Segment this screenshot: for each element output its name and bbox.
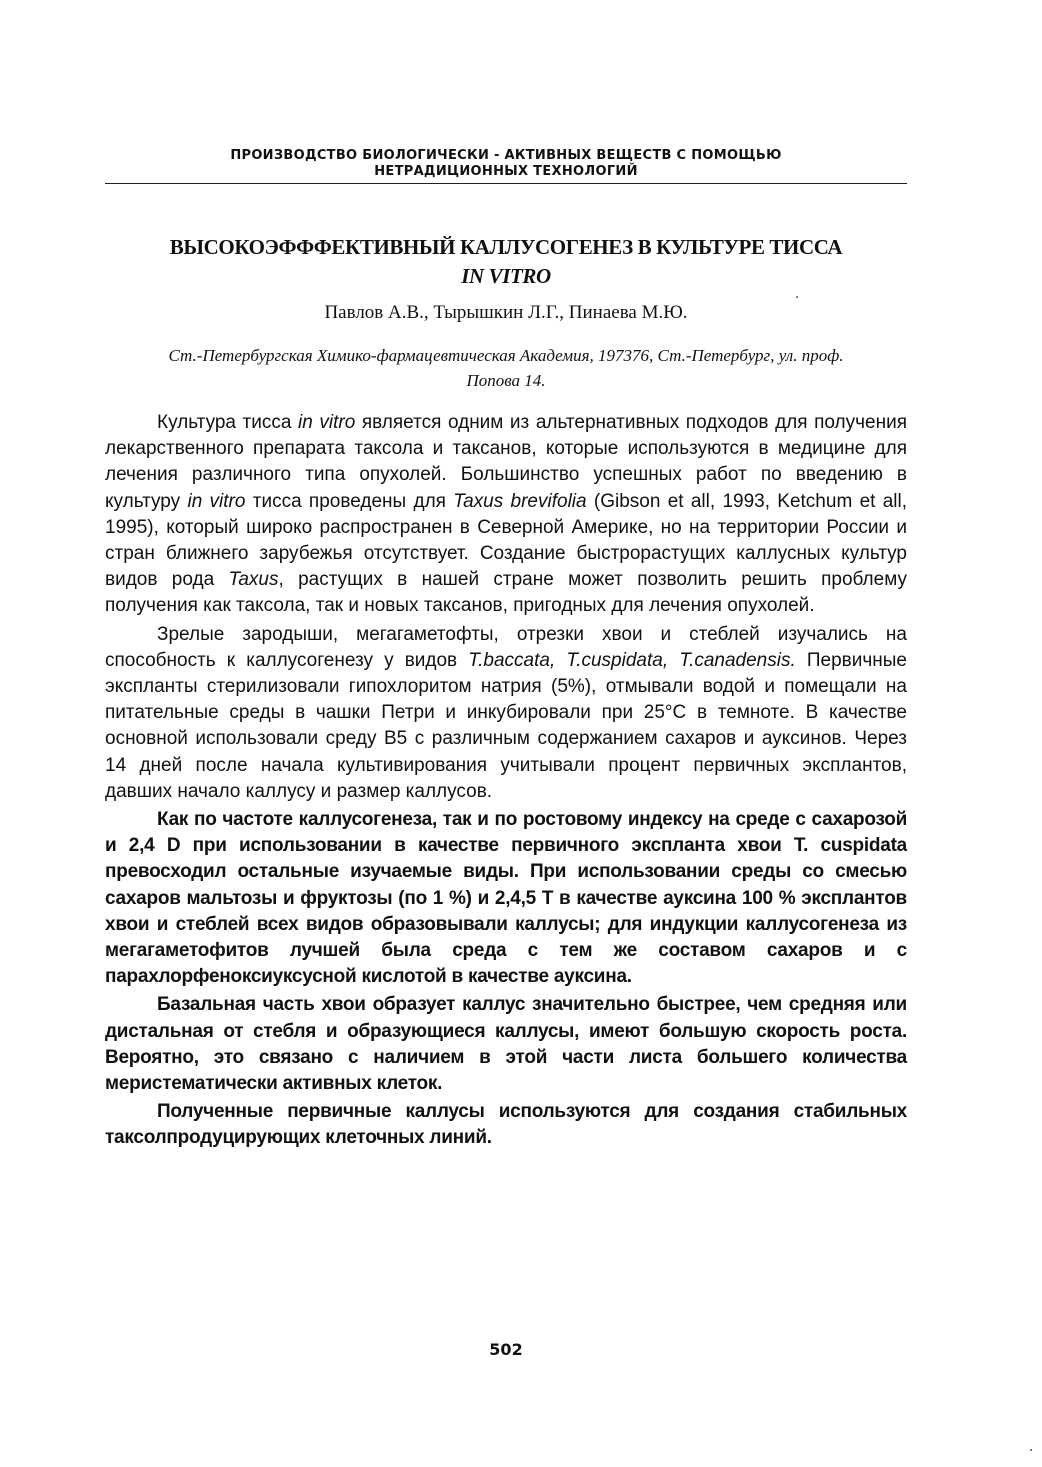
p1-italic-d: in vitro: [187, 490, 246, 512]
affiliation: Ст.-Петербургская Химико-фармацевтическая Академия, 197376, Ст.-Петербург, ул. проф. Попова 14.: [168, 346, 844, 390]
running-head-line-1: ПРОИЗВОДСТВО БИОЛОГИЧЕСКИ - АКТИВНЫХ ВЕЩЕСТВ С ПОМОЩЬЮ: [230, 148, 782, 163]
p1-text-a: Культура тисса: [157, 412, 299, 433]
page-number: 502: [489, 1340, 523, 1359]
p1-text-g: (Gibson et all, 1993, Ketchum et all, 1995), который широко распространен в Северной Америке, но на территории России и стран ближнего зарубежья отсутствует. Создание быстрорастущих каллусных культур видов рода: [105, 490, 907, 591]
p2-text-a: Зрелые зародыши, мегагаметофты, отрезки хвои и стеблей изучались на способность к каллусогенезу у видов: [105, 623, 907, 671]
p1-text-e: тисса проведены для: [245, 490, 454, 512]
p2-italic-b: T.baccata, T.cuspidata, T.canadensis.: [468, 649, 796, 671]
p1-text-i: , растущих в нашей стране может позволить решить проблему получения как таксола, так и новых таксанов, пригодных для лечения опухолей.: [105, 569, 907, 617]
article-title-line-1: ВЫСОКОЭФФФЕКТИВНЫЙ КАЛЛУСОГЕНЕЗ В КУЛЬТУРЕ ТИССА: [169, 235, 843, 259]
paragraph-4: Базальная часть хвои образует каллус значительно быстрее, чем средняя или дистальная от стебля и образующиеся каллусы, имеют большую скорость роста. Вероятно, это связано с наличием в этой части листа большего количества меристематически активных клеток.: [105, 994, 907, 1095]
running-head: [105, 148, 907, 184]
paragraph-2: [105, 622, 907, 805]
article-body: [105, 410, 907, 1154]
p1-text-c: является одним из альтернативных подходов для получения лекарственного препарата таксола и таксанов, которые используются в медицине для лечения различного типа опухолей. Большинство успешных работ по введению в культуру: [105, 412, 907, 512]
p2-text-c: Первичные экспланты стерилизовали гипохлоритом натрия (5%), отмывали водой и помещали на питательные среды в чашки Петри и инкубировали при 25°С в темноте. В качестве основной использовали среду В5 с различным содержанием сахаров и ауксинов. Через 14 дней после начала культивирования учитывали процент первичных эксплантов, давших начало каллусу и размер каллусов.: [105, 649, 907, 802]
paragraph-5: Полученные первичные каллусы используются для создания стабильных таксолпродуцирующих клеточных линий.: [105, 1101, 907, 1149]
paragraph-3: Как по частоте каллусогенеза, так и по ростовому индексу на среде с сахарозой и 2,4 D при использовании в качестве первичного экспланта хвои T. cuspidata превосходил остальные изучаемые виды. При использовании среды со смесью сахаров мальтозы и фруктозы (по 1 %) и 2,4,5 T в качестве ауксина 100 % эксплантов хвои и стеблей всех видов образовывали каллусы; для индукции каллусогенеза из мегагаметофитов лучшей была среда с тем же составом сахаров и с парахлорфеноксиуксусной кислотой в качестве ауксина.: [105, 809, 907, 988]
running-head-line-2: НЕТРАДИЦИОННЫХ ТЕХНОЛОГИЙ: [374, 164, 638, 179]
p1-italic-h: Taxus: [228, 569, 279, 591]
scan-speck: [796, 296, 798, 298]
article-title-line-2: IN VITRO: [461, 264, 551, 288]
authors: Павлов А.В., Тырышкин Л.Г., Пинаева М.Ю.: [324, 302, 688, 323]
p1-italic-b: in vitro: [298, 412, 356, 433]
scan-speck: [1030, 1449, 1032, 1451]
p1-italic-f: Taxus brevifolia: [453, 490, 587, 512]
article-title: [105, 233, 907, 291]
paragraph-1: [105, 410, 907, 620]
